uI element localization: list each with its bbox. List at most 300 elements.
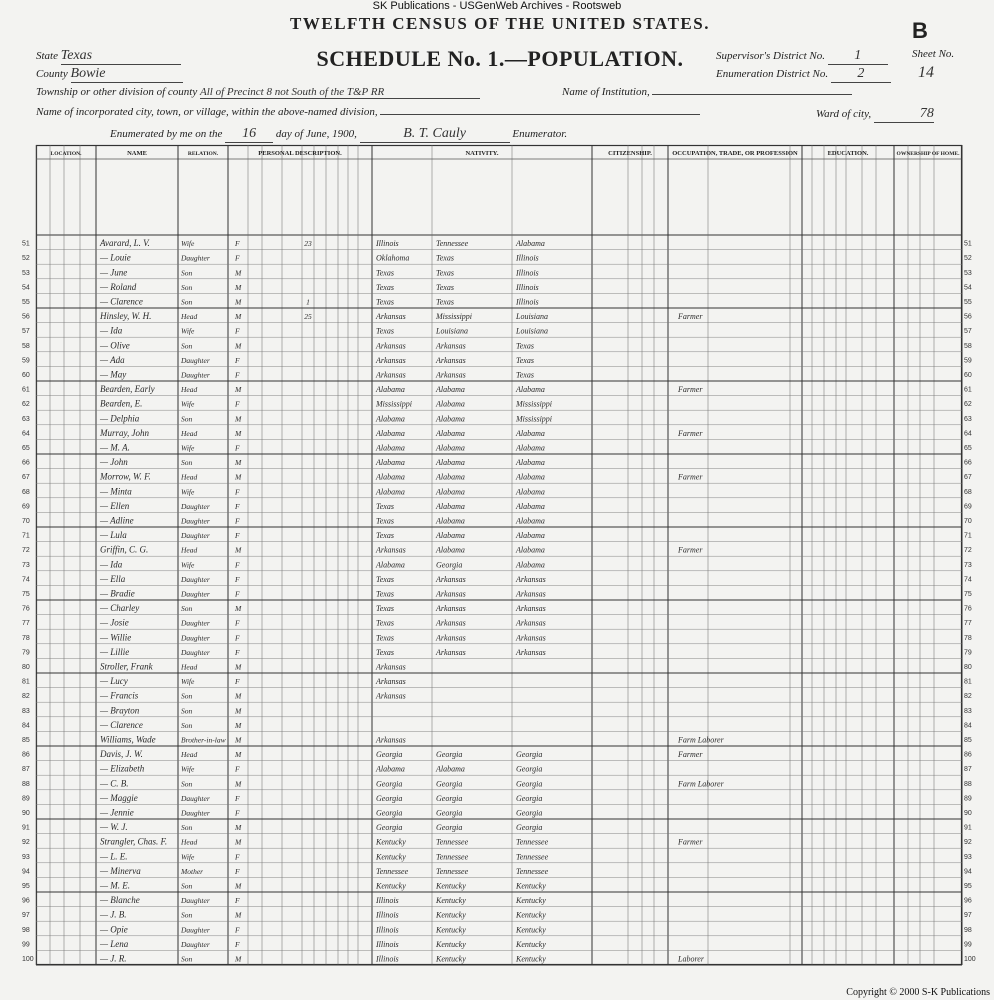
- birthplace-cell: Kentucky: [376, 837, 406, 847]
- mother-birthplace-cell: Georgia: [516, 764, 543, 774]
- table-row: [22, 253, 972, 265]
- row-number-left: 64: [22, 430, 30, 438]
- row-number-right: 63: [964, 415, 972, 423]
- name-cell: — Francis: [100, 690, 139, 701]
- mother-birthplace-cell: Kentucky: [516, 939, 546, 949]
- name-cell: — Bradie: [100, 588, 135, 599]
- birthplace-cell: Mississippi: [376, 399, 413, 409]
- mother-birthplace-cell: Texas: [516, 370, 534, 380]
- relation-cell: Head: [181, 662, 198, 672]
- row-number-right: 55: [964, 299, 972, 306]
- row-number-left: 65: [22, 445, 30, 452]
- father-birthplace-cell: Alabama: [436, 428, 465, 438]
- row-number-right: 72: [964, 547, 972, 555]
- enumeration-label: Enumeration District No.: [716, 68, 829, 80]
- county-field: [36, 66, 183, 83]
- sex-cell: F: [235, 647, 240, 657]
- birthplace-cell: Arkansas: [376, 691, 406, 701]
- name-cell: — Clarence: [100, 719, 143, 730]
- name-cell: — Jennie: [100, 807, 134, 818]
- row-number-right: 94: [964, 868, 972, 876]
- row-number-left: 55: [22, 299, 30, 306]
- row-number-right: 84: [964, 722, 972, 730]
- occupation-cell: Farmer: [678, 545, 703, 555]
- father-birthplace-cell: Kentucky: [436, 910, 466, 920]
- sex-cell: M: [235, 662, 242, 672]
- table-row: [22, 428, 972, 440]
- name-cell: — M. A.: [100, 442, 130, 453]
- father-birthplace-cell: Arkansas: [436, 589, 466, 599]
- sex-cell: M: [235, 428, 242, 438]
- table-row: [22, 457, 972, 469]
- mother-birthplace-cell: Kentucky: [516, 925, 546, 935]
- father-birthplace-cell: Tennessee: [436, 852, 469, 862]
- father-birthplace-cell: Tennessee: [436, 239, 469, 249]
- sex-cell: F: [235, 866, 240, 876]
- relation-cell: Wife: [181, 852, 195, 862]
- relation-cell: Brother-in-law: [181, 735, 226, 745]
- row-number-right: 78: [964, 634, 972, 642]
- column-group-header: RELATION.: [187, 151, 219, 157]
- name-cell: — M. E.: [100, 880, 130, 891]
- row-number-left: 61: [22, 386, 30, 394]
- relation-cell: Daughter: [181, 633, 210, 643]
- row-number-right: 100: [964, 956, 976, 963]
- occupation-cell: Farmer: [678, 385, 703, 395]
- father-birthplace-cell: Kentucky: [436, 896, 466, 906]
- mother-birthplace-cell: Tennessee: [516, 866, 549, 876]
- name-cell: — Maggie: [100, 792, 138, 803]
- father-birthplace-cell: Arkansas: [436, 647, 466, 657]
- sex-cell: F: [235, 326, 240, 336]
- relation-cell: Wife: [181, 239, 195, 249]
- row-number-left: 82: [22, 693, 30, 701]
- table-row: [22, 326, 972, 338]
- row-number-right: 73: [964, 561, 972, 569]
- row-number-right: 85: [964, 737, 972, 744]
- sex-cell: M: [235, 837, 242, 847]
- row-number-left: 78: [22, 634, 30, 642]
- relation-cell: Head: [181, 750, 198, 760]
- row-number-left: 66: [22, 459, 30, 467]
- sex-cell: F: [235, 239, 240, 249]
- name-cell: Griffin, C. G.: [100, 544, 149, 555]
- row-number-left: 52: [22, 255, 30, 263]
- mother-birthplace-cell: Georgia: [516, 808, 543, 818]
- mother-birthplace-cell: Illinois: [516, 268, 539, 278]
- mother-birthplace-cell: Alabama: [516, 487, 545, 497]
- mother-birthplace-cell: Alabama: [516, 239, 545, 249]
- father-birthplace-cell: Alabama: [436, 516, 465, 526]
- birthplace-cell: Kentucky: [376, 852, 406, 862]
- sex-cell: M: [235, 297, 242, 307]
- name-cell: Davis, J. W.: [100, 749, 143, 760]
- birthplace-cell: Arkansas: [376, 677, 406, 687]
- row-number-left: 95: [22, 883, 30, 890]
- father-birthplace-cell: Georgia: [436, 560, 463, 570]
- table-rows: [22, 238, 976, 965]
- schedule-title: SCHEDULE No. 1.—POPULATION.: [316, 46, 684, 71]
- table-row: [22, 705, 972, 717]
- sheet-field: [912, 48, 954, 60]
- table-frame: [37, 146, 962, 965]
- name-cell: — W. J.: [100, 822, 128, 833]
- father-birthplace-cell: Arkansas: [436, 370, 466, 380]
- sex-cell: F: [235, 501, 240, 511]
- institution-field: [562, 86, 852, 98]
- sex-cell: M: [235, 414, 242, 424]
- mother-birthplace-cell: Louisiana: [516, 326, 549, 336]
- name-cell: — Blanche: [100, 895, 140, 906]
- sex-cell: M: [235, 823, 242, 833]
- city-field: [36, 106, 700, 118]
- row-number-left: 51: [22, 240, 30, 248]
- sex-cell: M: [235, 779, 242, 789]
- table-row: [22, 822, 972, 834]
- table-row: [22, 618, 972, 630]
- ward-field: [816, 106, 934, 123]
- birthplace-cell: Illinois: [376, 896, 399, 906]
- mother-birthplace-cell: Georgia: [516, 750, 543, 760]
- row-number-right: 98: [964, 926, 972, 934]
- table-row: [22, 895, 972, 907]
- relation-cell: Son: [181, 604, 193, 614]
- father-birthplace-cell: Alabama: [436, 414, 465, 424]
- row-number-right: 62: [964, 401, 972, 409]
- sex-cell: M: [235, 706, 242, 716]
- relation-cell: Wife: [181, 326, 195, 336]
- relation-cell: Head: [181, 472, 198, 482]
- birthplace-cell: Arkansas: [376, 662, 406, 672]
- father-birthplace-cell: Georgia: [436, 779, 463, 789]
- row-number-left: 63: [22, 415, 30, 423]
- row-number-left: 59: [22, 357, 30, 365]
- table-grid-lines: [36, 145, 962, 965]
- form-letter: B: [912, 18, 928, 43]
- name-cell: — Minta: [100, 486, 132, 497]
- sex-cell: F: [235, 925, 240, 935]
- row-number-left: 72: [22, 547, 30, 555]
- relation-cell: Head: [181, 545, 198, 555]
- father-birthplace-cell: Kentucky: [436, 925, 466, 935]
- birthplace-cell: Illinois: [376, 939, 399, 949]
- row-number-right: 87: [964, 766, 972, 774]
- mother-birthplace-cell: Arkansas: [516, 604, 546, 614]
- birthplace-cell: Arkansas: [376, 735, 406, 745]
- enumerator-value: B. T. Cauly: [360, 126, 510, 143]
- table-row: [22, 486, 972, 498]
- name-cell: — Willie: [100, 632, 132, 643]
- row-number-left: 84: [22, 722, 30, 730]
- name-cell: — J. R.: [100, 953, 127, 964]
- row-number-left: 67: [22, 474, 30, 482]
- mother-birthplace-cell: Georgia: [516, 793, 543, 803]
- row-number-right: 61: [964, 386, 972, 394]
- sex-cell: M: [235, 385, 242, 395]
- sex-cell: F: [235, 355, 240, 365]
- occupation-cell: Farmer: [678, 472, 703, 482]
- sex-cell: F: [235, 618, 240, 628]
- table-row: [22, 340, 972, 352]
- row-number-left: 74: [22, 576, 30, 584]
- row-number-left: 73: [22, 561, 30, 569]
- mother-birthplace-cell: Alabama: [516, 545, 545, 555]
- relation-cell: Daughter: [181, 370, 210, 380]
- sex-cell: F: [235, 633, 240, 643]
- sex-cell: F: [235, 531, 240, 541]
- table-row: [22, 720, 972, 732]
- table-row: [22, 589, 972, 601]
- occupation-cell: Farmer: [678, 428, 703, 438]
- table-row: [22, 735, 972, 747]
- township-value: All of Precinct 8 not South of the T&P RR: [200, 86, 480, 99]
- table-row: [22, 282, 972, 294]
- birthplace-cell: Texas: [376, 589, 394, 599]
- sex-cell: M: [235, 545, 242, 555]
- name-cell: — Clarence: [100, 296, 143, 307]
- birthplace-cell: Alabama: [376, 487, 405, 497]
- row-number-right: 71: [964, 532, 972, 540]
- sheet-label: Sheet No.: [912, 48, 955, 60]
- birthplace-cell: Georgia: [376, 823, 403, 833]
- birthplace-cell: Alabama: [376, 428, 405, 438]
- row-number-right: 83: [964, 707, 972, 715]
- table-row: [22, 691, 972, 703]
- father-birthplace-cell: Alabama: [436, 545, 465, 555]
- name-cell: — May: [100, 369, 127, 380]
- row-number-left: 80: [22, 664, 30, 671]
- row-number-left: 76: [22, 605, 30, 613]
- birthplace-cell: Texas: [376, 618, 394, 628]
- column-group-header: EDUCATION.: [827, 150, 869, 157]
- birthplace-cell: Alabama: [376, 443, 405, 453]
- supervisor-field: [716, 48, 888, 65]
- relation-cell: Daughter: [181, 925, 210, 935]
- row-number-right: 57: [964, 328, 972, 336]
- mother-birthplace-cell: Alabama: [516, 516, 545, 526]
- relation-cell: Son: [181, 341, 193, 351]
- relation-cell: Son: [181, 706, 193, 716]
- birthplace-cell: Kentucky: [376, 881, 406, 891]
- father-birthplace-cell: Kentucky: [436, 954, 466, 964]
- name-cell: Hinsley, W. H.: [100, 311, 152, 322]
- table-row: [22, 793, 972, 805]
- supervisor-value: 1: [828, 48, 888, 65]
- name-cell: — Lena: [100, 938, 129, 949]
- row-number-left: 87: [22, 766, 30, 774]
- row-number-right: 66: [964, 459, 972, 467]
- column-group-header: NAME: [127, 150, 147, 157]
- sex-cell: M: [235, 691, 242, 701]
- birthplace-cell: Alabama: [376, 764, 405, 774]
- state-field: [36, 48, 181, 65]
- father-birthplace-cell: Georgia: [436, 823, 463, 833]
- day-of-label: day of June, 1900,: [275, 128, 357, 140]
- age-cell: 23: [304, 239, 312, 249]
- name-cell: — Ellen: [100, 500, 130, 511]
- table-row: [22, 764, 972, 776]
- sex-cell: F: [235, 764, 240, 774]
- row-number-left: 75: [22, 591, 30, 598]
- column-group-header: OCCUPATION, TRADE, OR PROFESSION: [672, 150, 798, 157]
- relation-cell: Son: [181, 282, 193, 292]
- row-number-right: 86: [964, 751, 972, 759]
- sex-cell: M: [235, 268, 242, 278]
- relation-cell: Wife: [181, 443, 195, 453]
- relation-cell: Daughter: [181, 618, 210, 628]
- mother-birthplace-cell: Arkansas: [516, 647, 546, 657]
- row-number-right: 96: [964, 897, 972, 905]
- table-row: [22, 530, 972, 542]
- row-number-left: 85: [22, 737, 30, 744]
- father-birthplace-cell: Arkansas: [436, 355, 466, 365]
- table-row: [22, 939, 972, 951]
- father-birthplace-cell: Alabama: [436, 443, 465, 453]
- census-table: [22, 145, 976, 965]
- sex-cell: M: [235, 735, 242, 745]
- table-row: [22, 472, 972, 484]
- birthplace-cell: Texas: [376, 326, 394, 336]
- birthplace-cell: Oklahoma: [376, 253, 410, 263]
- table-row: [22, 881, 972, 893]
- father-birthplace-cell: Alabama: [436, 764, 465, 774]
- row-number-left: 60: [22, 372, 30, 379]
- row-number-right: 80: [964, 664, 972, 671]
- father-birthplace-cell: Texas: [436, 268, 454, 278]
- mother-birthplace-cell: Alabama: [516, 385, 545, 395]
- name-cell: — Adline: [100, 515, 134, 526]
- relation-cell: Daughter: [181, 253, 210, 263]
- sex-cell: M: [235, 604, 242, 614]
- row-number-right: 68: [964, 488, 972, 496]
- column-group-header: LOCATION.: [50, 151, 82, 157]
- mother-birthplace-cell: Georgia: [516, 823, 543, 833]
- father-birthplace-cell: Alabama: [436, 385, 465, 395]
- table-row: [22, 501, 972, 513]
- birthplace-cell: Texas: [376, 282, 394, 292]
- row-number-right: 92: [964, 839, 972, 847]
- column-group-header: PERSONAL DESCRIPTION.: [258, 150, 342, 157]
- birthplace-cell: Alabama: [376, 560, 405, 570]
- row-number-left: 54: [22, 284, 30, 292]
- age-cell: 1: [306, 297, 310, 307]
- relation-cell: Son: [181, 691, 193, 701]
- relation-cell: Daughter: [181, 896, 210, 906]
- occupation-cell: Farm Laborer: [678, 779, 724, 789]
- father-birthplace-cell: Alabama: [436, 399, 465, 409]
- mother-birthplace-cell: Louisiana: [516, 312, 549, 322]
- column-group-header: NATIVITY.: [465, 150, 499, 157]
- occupation-cell: Farmer: [678, 312, 703, 322]
- row-number-right: 69: [964, 503, 972, 511]
- birthplace-cell: Alabama: [376, 472, 405, 482]
- name-cell: — John: [100, 457, 128, 468]
- name-cell: — Delphia: [100, 413, 140, 424]
- table-row: [22, 559, 972, 571]
- sex-cell: M: [235, 458, 242, 468]
- row-number-right: 53: [964, 269, 972, 277]
- relation-cell: Daughter: [181, 531, 210, 541]
- occupation-cell: Farm Laborer: [678, 735, 724, 745]
- row-number-right: 70: [964, 518, 972, 525]
- relation-cell: Daughter: [181, 793, 210, 803]
- row-number-left: 91: [22, 824, 30, 832]
- table-row: [22, 954, 976, 966]
- table-row: [22, 778, 972, 790]
- mother-birthplace-cell: Kentucky: [516, 910, 546, 920]
- father-birthplace-cell: Kentucky: [436, 881, 466, 891]
- enumeration-field: [716, 66, 891, 83]
- sex-cell: F: [235, 896, 240, 906]
- father-birthplace-cell: Georgia: [436, 750, 463, 760]
- birthplace-cell: Alabama: [376, 414, 405, 424]
- row-number-right: 99: [964, 941, 972, 949]
- enumerated-label: Enumerated by me on the: [110, 128, 223, 140]
- name-cell: — Ada: [100, 354, 125, 365]
- column-group-headers: [51, 150, 961, 157]
- birthplace-cell: Arkansas: [376, 355, 406, 365]
- birthplace-cell: Texas: [376, 297, 394, 307]
- sex-cell: M: [235, 954, 242, 964]
- name-cell: Bearden, Early: [100, 384, 155, 395]
- sex-cell: F: [235, 939, 240, 949]
- mother-birthplace-cell: Kentucky: [516, 896, 546, 906]
- table-row: [22, 647, 972, 659]
- birthplace-cell: Texas: [376, 647, 394, 657]
- sex-cell: F: [235, 852, 240, 862]
- row-number-right: 60: [964, 372, 972, 379]
- row-number-left: 57: [22, 328, 30, 336]
- table-row: [22, 384, 972, 396]
- sex-cell: F: [235, 677, 240, 687]
- name-cell: — Louie: [100, 252, 131, 263]
- name-cell: — Lula: [100, 530, 127, 541]
- father-birthplace-cell: Georgia: [436, 808, 463, 818]
- relation-cell: Son: [181, 720, 193, 730]
- enumerated-field: [110, 126, 567, 143]
- sex-cell: F: [235, 516, 240, 526]
- relation-cell: Daughter: [181, 808, 210, 818]
- father-birthplace-cell: Texas: [436, 282, 454, 292]
- table-row: [22, 355, 972, 367]
- row-number-right: 89: [964, 795, 972, 803]
- row-number-right: 76: [964, 605, 972, 613]
- row-number-right: 93: [964, 853, 972, 861]
- birthplace-cell: Arkansas: [376, 370, 406, 380]
- row-number-left: 93: [22, 853, 30, 861]
- table-row: [22, 632, 972, 644]
- birthplace-cell: Arkansas: [376, 545, 406, 555]
- father-birthplace-cell: Arkansas: [436, 341, 466, 351]
- birthplace-cell: Illinois: [376, 239, 399, 249]
- birthplace-cell: Illinois: [376, 925, 399, 935]
- mother-birthplace-cell: Alabama: [516, 472, 545, 482]
- name-cell: — Charley: [100, 603, 140, 614]
- mother-birthplace-cell: Kentucky: [516, 954, 546, 964]
- table-row: [22, 749, 972, 761]
- table-row: [22, 311, 972, 323]
- sex-cell: M: [235, 312, 242, 322]
- birthplace-cell: Georgia: [376, 793, 403, 803]
- birthplace-cell: Texas: [376, 574, 394, 584]
- sex-cell: M: [235, 720, 242, 730]
- table-row: [22, 574, 972, 586]
- row-number-left: 83: [22, 707, 30, 715]
- township-label: Township or other division of county: [36, 86, 198, 98]
- relation-cell: Daughter: [181, 589, 210, 599]
- birthplace-cell: Arkansas: [376, 341, 406, 351]
- table-row: [22, 924, 972, 936]
